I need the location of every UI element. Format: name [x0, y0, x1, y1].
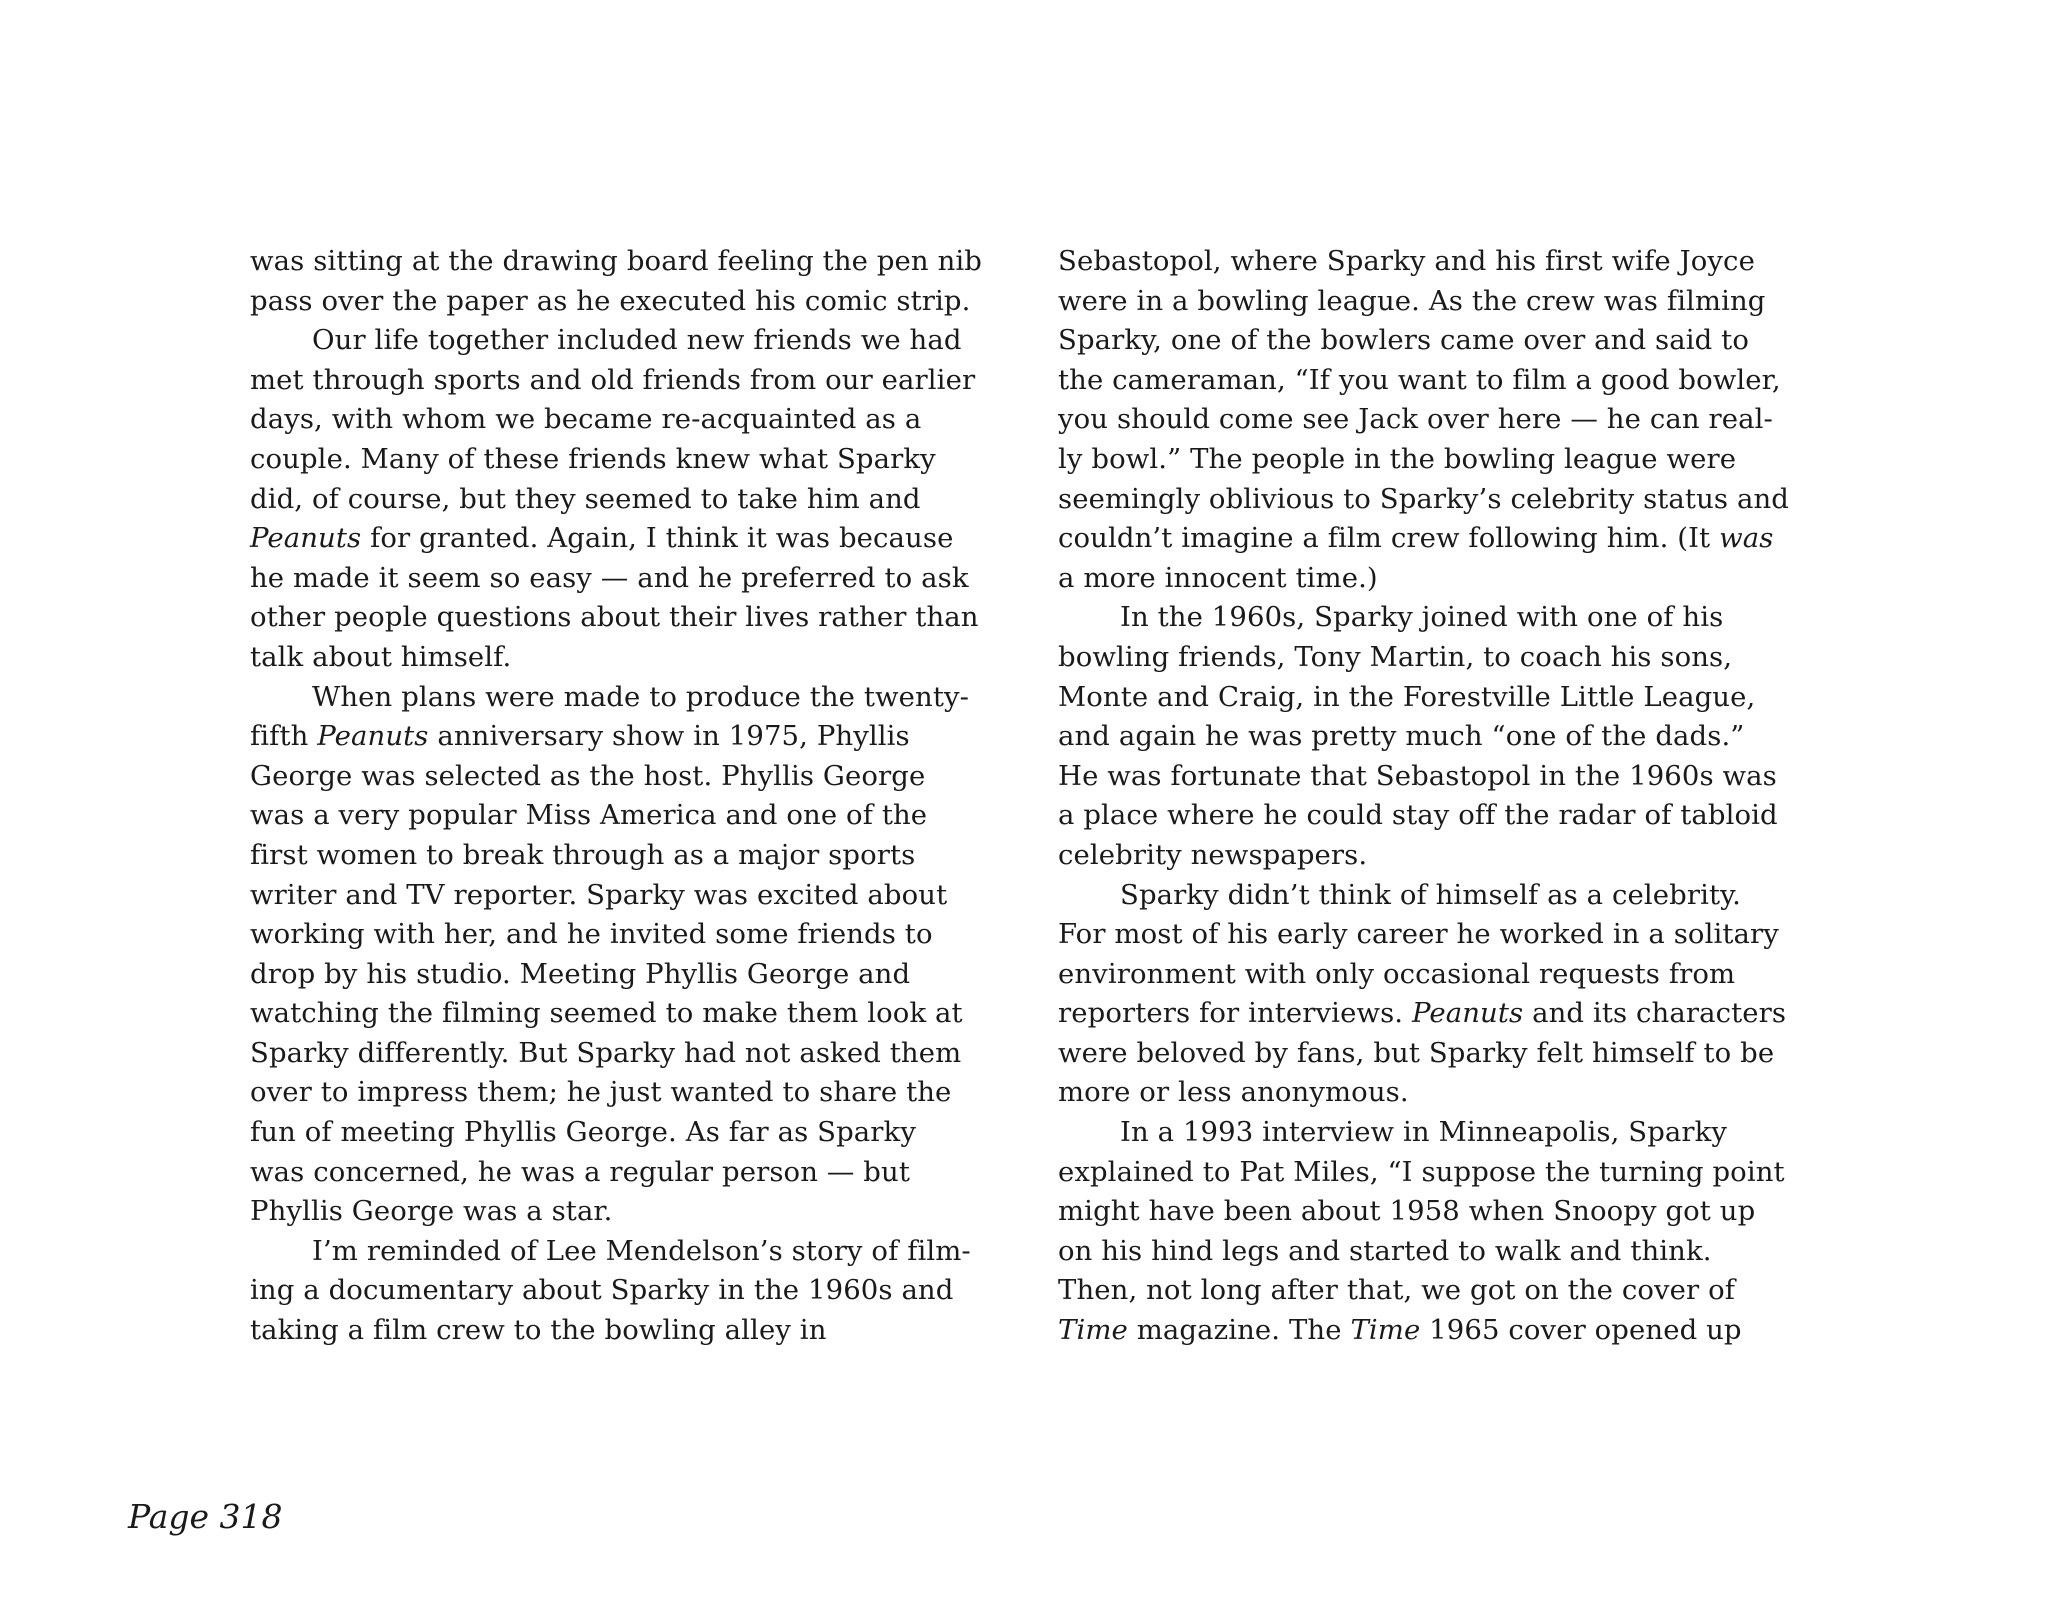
text-run: fun of meeting Phyllis George. As far as Sparky [250, 1116, 916, 1149]
text-run: was concerned, he was a regular person — but [250, 1155, 910, 1188]
text-run: you should come see Jack over here — he can real- [1058, 403, 1773, 436]
text-run: a place where he could stay off the radar of tabloid [1058, 799, 1778, 832]
text-run: For most of his early career he worked in a solitary [1058, 918, 1779, 951]
text-run: on his hind legs and started to walk and think. [1058, 1234, 1712, 1267]
text-run: Monte and Craig, in the Forestville Little League, [1058, 680, 1756, 713]
text-line [250, 994, 1010, 1034]
italic-text: Peanuts [317, 720, 429, 753]
text-line [1058, 400, 1818, 440]
text-run: he made it seem so easy — and he preferred to ask [250, 561, 969, 594]
text-line [250, 282, 1010, 322]
text-run: Then, not long after that, we got on the cover of [1058, 1274, 1736, 1307]
text-line [250, 915, 1010, 955]
text-line [250, 717, 1010, 757]
text-line [250, 361, 1010, 401]
text-line [250, 1113, 1010, 1153]
text-line [1058, 1034, 1818, 1074]
text-run: a more innocent time.) [1058, 561, 1378, 594]
text-line [250, 1034, 1010, 1074]
text-run: more or less anonymous. [1058, 1076, 1409, 1109]
text-run: magazine. The [1127, 1314, 1351, 1347]
text-run: was sitting at the drawing board feeling the pen nib [250, 245, 982, 277]
text-line [1058, 1192, 1818, 1232]
text-line [1058, 480, 1818, 520]
text-line [1058, 361, 1818, 401]
text-run: other people questions about their lives rather than [250, 601, 979, 634]
text-line [1058, 994, 1818, 1034]
text-line [1058, 796, 1818, 836]
text-run: couple. Many of these friends knew what Sparky [250, 442, 936, 475]
text-run: drop by his studio. Meeting Phyllis George and [250, 957, 911, 990]
text-run: He was fortunate that Sebastopol in the 1960s was [1058, 759, 1777, 792]
text-line [250, 480, 1010, 520]
text-line [250, 559, 1010, 599]
text-run: When plans were made to produce the twenty- [312, 680, 970, 713]
text-run: couldn’t imagine a film crew following him. (It [1058, 522, 1720, 555]
text-line [1058, 321, 1818, 361]
text-run: George was selected as the host. Phyllis George [250, 759, 926, 792]
text-run: were beloved by fans, but Sparky felt himself to be [1058, 1036, 1775, 1069]
text-line [250, 1232, 1010, 1272]
text-run: pass over the paper as he executed his comic strip. [250, 284, 971, 317]
text-run: celebrity newspapers. [1058, 838, 1368, 871]
text-run: ly bowl.” The people in the bowling league were [1058, 442, 1737, 475]
text-line [1058, 1153, 1818, 1193]
text-line [250, 440, 1010, 480]
text-run: ing a documentary about Sparky in the 1960s and [250, 1274, 954, 1307]
text-line [250, 757, 1010, 797]
text-run: and again he was pretty much “one of the dads.” [1058, 720, 1745, 753]
text-run: Sebastopol, where Sparky and his first wife Joyce [1058, 245, 1755, 277]
text-line [1058, 1232, 1818, 1272]
text-line [250, 519, 1010, 559]
text-line [1058, 915, 1818, 955]
text-line [250, 876, 1010, 916]
text-line [1058, 1113, 1818, 1153]
text-run: might have been about 1958 when Snoopy got up [1058, 1195, 1756, 1228]
text-line [1058, 678, 1818, 718]
text-run: bowling friends, Tony Martin, to coach his sons, [1058, 640, 1733, 673]
text-line [1058, 1311, 1818, 1351]
text-line [1058, 598, 1818, 638]
left-text-column [250, 242, 1010, 1351]
text-run: Sparky didn’t think of himself as a celebrity. [1120, 878, 1741, 911]
text-line [250, 836, 1010, 876]
text-run: Sparky, one of the bowlers came over and said to [1058, 324, 1749, 357]
text-run: fifth [250, 720, 318, 753]
italic-text: Peanuts [250, 522, 362, 555]
text-line [1058, 836, 1818, 876]
text-run: In the 1960s, Sparky joined with one of his [1120, 601, 1724, 634]
text-run: explained to Pat Miles, “I suppose the turning point [1058, 1155, 1785, 1188]
text-run: were in a bowling league. As the crew was filming [1058, 284, 1766, 317]
text-line [250, 638, 1010, 678]
text-line [250, 1311, 1010, 1351]
text-run: environment with only occasional requests from [1058, 957, 1736, 990]
text-line [250, 321, 1010, 361]
text-line [250, 1153, 1010, 1193]
text-line [1058, 955, 1818, 995]
text-run: Phyllis George was a star. [250, 1195, 613, 1228]
text-run: the cameraman, “If you want to film a good bowler, [1058, 363, 1781, 396]
text-run: met through sports and old friends from our earlier [250, 363, 976, 396]
text-run: first women to break through as a major sports [250, 838, 916, 871]
text-run: writer and TV reporter. Sparky was excited about [250, 878, 948, 911]
text-line [250, 1073, 1010, 1113]
text-line [1058, 757, 1818, 797]
text-run: and its characters [1523, 997, 1787, 1030]
text-run: taking a film crew to the bowling alley in [250, 1314, 827, 1347]
text-run: did, of course, but they seemed to take him and [250, 482, 921, 515]
text-line [1058, 876, 1818, 916]
text-line [250, 1192, 1010, 1232]
text-run: Our life together included new friends we had [312, 324, 962, 357]
text-run: over to impress them; he just wanted to share the [250, 1076, 952, 1109]
text-line [250, 1271, 1010, 1311]
text-run: was a very popular Miss America and one of the [250, 799, 928, 832]
text-line [1058, 519, 1818, 559]
text-line [1058, 282, 1818, 322]
text-line [1058, 717, 1818, 757]
text-line [1058, 242, 1818, 282]
text-run: I’m reminded of Lee Mendelson’s story of film- [312, 1234, 971, 1267]
text-line [250, 242, 1010, 282]
page-number: Page 318 [128, 1497, 283, 1536]
text-run: Sparky differently. But Sparky had not asked them [250, 1036, 962, 1069]
text-line [250, 400, 1010, 440]
italic-text: Peanuts [1412, 997, 1524, 1030]
text-run: In a 1993 interview in Minneapolis, Sparky [1120, 1116, 1728, 1149]
right-text-column [1058, 242, 1818, 1351]
text-run: seemingly oblivious to Sparky’s celebrity status and [1058, 482, 1789, 515]
text-run: days, with whom we became re-acquainted as a [250, 403, 922, 436]
italic-text: Time [1058, 1314, 1128, 1347]
text-line [1058, 559, 1818, 599]
text-line [250, 955, 1010, 995]
text-run: reporters for interviews. [1058, 997, 1412, 1030]
text-run: anniversary show in 1975, Phyllis [428, 720, 910, 753]
italic-text: Time [1350, 1314, 1421, 1347]
text-line [250, 678, 1010, 718]
text-run: watching the filming seemed to make them look at [250, 997, 963, 1030]
text-line [250, 796, 1010, 836]
text-line [1058, 638, 1818, 678]
text-run: talk about himself. [250, 640, 512, 673]
text-run: working with her, and he invited some friends to [250, 918, 933, 951]
text-line [1058, 1073, 1818, 1113]
text-line [1058, 440, 1818, 480]
text-line [250, 598, 1010, 638]
text-line [1058, 1271, 1818, 1311]
text-run: 1965 cover opened up [1420, 1314, 1742, 1347]
text-run: for granted. Again, I think it was because [361, 522, 954, 555]
italic-text: was [1719, 522, 1774, 555]
